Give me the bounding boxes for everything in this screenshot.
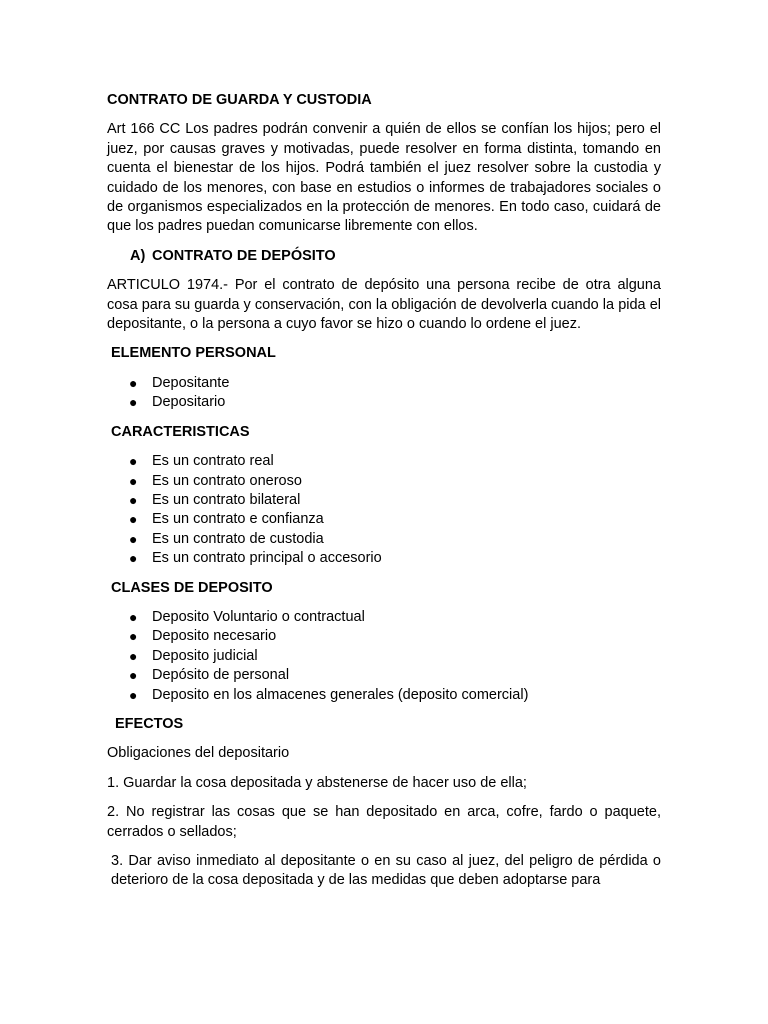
list-item: ● Depositario [107,393,661,412]
clases-deposito-list [107,608,661,705]
bullet-icon: ● [129,394,138,411]
bullet-icon: ● [129,647,138,664]
list-item: ● Deposito en los almacenes generales (deposito comercial) [107,686,661,705]
efectos-heading: EFECTOS [115,715,184,732]
list-item: ● Deposito judicial [107,647,661,666]
list-item: ● Deposito necesario [107,627,661,646]
list-item: ● Es un contrato real [107,452,661,471]
bullet-icon: ● [129,608,138,625]
section-a-marker: A) [130,247,146,264]
obligation-3: 3. Dar aviso inmediato al depositante o en su caso al juez, del peligro de pérdida o deterioro de la cosa depositada y de las medidas que deben adoptarse para [111,853,661,889]
bullet-icon: ● [129,550,138,567]
caracteristicas-heading: CARACTERISTICAS [111,423,250,440]
list-item: ● Es un contrato oneroso [107,472,661,491]
bullet-icon: ● [129,491,138,508]
obligaciones-label: Obligaciones del depositario [107,745,290,762]
clases-deposito-heading: CLASES DE DEPOSITO [111,579,273,596]
obligation-1: 1. Guardar la cosa depositada y abstenerse de hacer uso de ella; [107,774,527,791]
bullet-icon: ● [129,472,138,489]
list-item: ● Es un contrato de custodia [107,530,661,549]
list-item: ● Es un contrato principal o accesorio [107,549,661,568]
bullet-icon: ● [129,667,138,684]
elemento-personal-heading: ELEMENTO PERSONAL [111,345,276,362]
document-title: CONTRATO DE GUARDA Y CUSTODIA [107,92,372,108]
bullet-icon: ● [129,628,138,645]
bullet-icon: ● [129,686,138,703]
bullet-icon: ● [129,511,138,528]
obligation-2: 2. No registrar las cosas que se han depositado en arca, cofre, fardo o paquete, cerrados o sellados; [107,804,661,840]
elemento-personal-list [107,374,661,413]
list-item: ● Depositante [107,374,661,393]
section-a-title: CONTRATO DE DEPÓSITO [152,247,336,264]
document-body [107,91,661,891]
bullet-icon: ● [129,453,138,470]
list-item: ● Deposito Voluntario o contractual [107,608,661,627]
article-166-paragraph: Art 166 CC Los padres podrán convenir a quién de ellos se confían los hijos; pero el juez, por causas graves y motivadas, puede resolver en forma distinta, tomando en cuenta el bienestar de los hijos. Podrá también el juez resolver sobre la custodia y cuidado de los menores, con base en estudios o informes de trabajadores sociales o de organismos especializados en la protección de menores. En todo caso, cuidará de que los padres puedan comunicarse libremente con ellos. [107,121,661,235]
article-1974-paragraph: ARTICULO 1974.- Por el contrato de depósito una persona recibe de otra alguna cosa para su guarda y conservación, con la obligación de devolverla cuando la pida el depositante, o la persona a cuyo favor se hizo o cuando lo ordene el juez. [107,277,661,333]
list-item: ● Es un contrato e confianza [107,510,661,529]
list-item: ● Es un contrato bilateral [107,491,661,510]
list-item: ● Depósito de personal [107,666,661,685]
caracteristicas-list [107,452,661,568]
bullet-icon: ● [129,530,138,547]
section-a-heading [130,247,661,266]
bullet-icon: ● [129,374,138,391]
